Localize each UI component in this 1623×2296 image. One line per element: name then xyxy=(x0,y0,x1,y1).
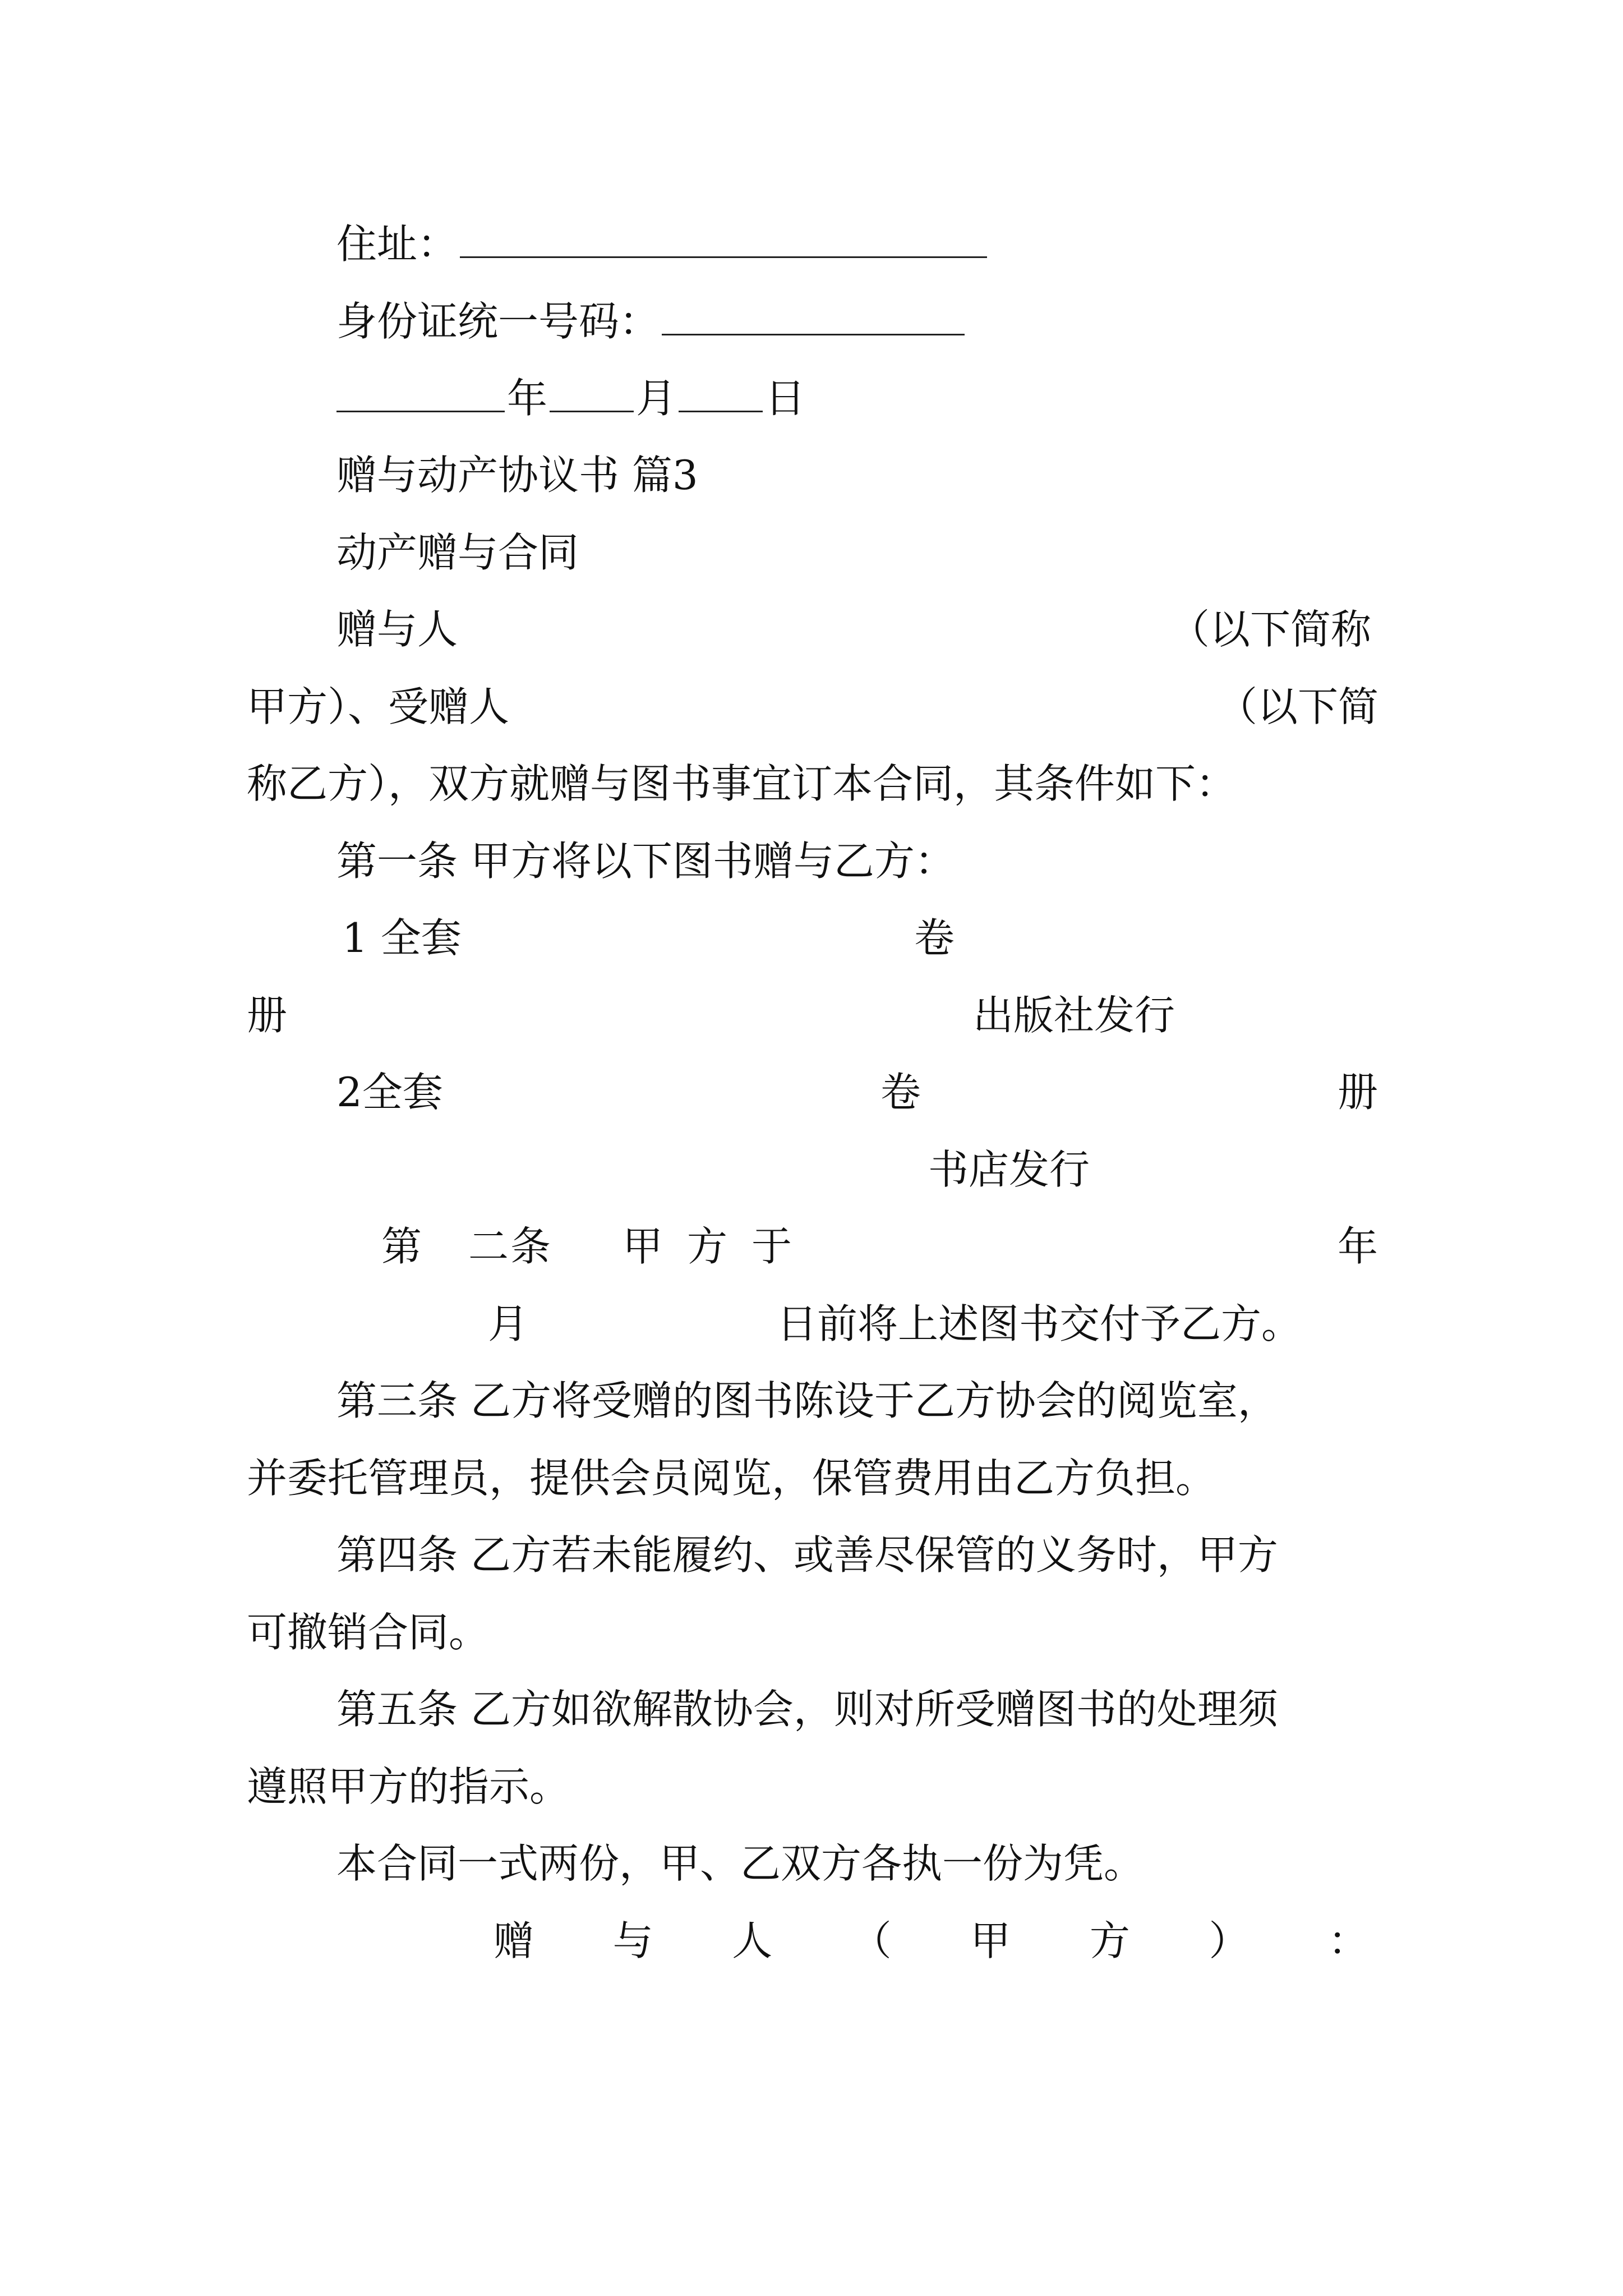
clause2-w0: 第 xyxy=(381,1223,422,1270)
clause4-line2: 可撤销合同。 xyxy=(247,1609,490,1656)
date-line xyxy=(336,370,805,426)
item1-publisher: 出版社发行 xyxy=(973,992,1175,1039)
sig-char-1: 与 xyxy=(612,1917,653,1964)
sig-char-4: 甲 xyxy=(970,1917,1011,1964)
item1-number: 1 全套 xyxy=(342,914,462,961)
sig-char-0: 赠 xyxy=(494,1917,534,1964)
closing-text: 本合同一式两份，甲、乙双方各执一份为凭。 xyxy=(336,1840,1145,1887)
clause2-w3: 甲 xyxy=(623,1223,663,1270)
day-label: 日 xyxy=(765,375,806,422)
month-label: 月 xyxy=(636,375,677,422)
item1-book: 册 xyxy=(247,992,288,1039)
item2-number: 2全套 xyxy=(336,1069,443,1116)
year-label: 年 xyxy=(507,375,548,422)
sig-char-5: 方 xyxy=(1089,1917,1130,1964)
clause2-w4: 方 xyxy=(687,1223,728,1270)
clause2-w2: 条 xyxy=(510,1223,551,1270)
address-blank[interactable] xyxy=(460,216,987,258)
article-title: 赠与动产协议书 篇3 xyxy=(336,452,698,499)
item2-publisher: 书店发行 xyxy=(928,1146,1090,1193)
signature-line xyxy=(494,1913,1368,1969)
clause2-w1: 二 xyxy=(468,1223,509,1270)
address-label: 住址： xyxy=(336,220,458,268)
month-blank[interactable] xyxy=(550,370,634,412)
id-label: 身份证统一号码： xyxy=(336,298,660,345)
hereinafter-b-2: 称乙方），双方就赠与图书事宜订本合同，其条件如下： xyxy=(247,760,1237,807)
donor-label: 赠与人 xyxy=(336,606,458,653)
clause3-line2: 并委托管理员，提供会员阅览，保管费用由乙方负担。 xyxy=(247,1455,1216,1502)
clause2-w5: 于 xyxy=(751,1223,792,1270)
clause4-line1: 第四条 乙方若未能履约、或善尽保管的义务时，甲方 xyxy=(336,1531,1278,1579)
sig-char-7: ： xyxy=(1327,1917,1368,1964)
sig-char-3: （ xyxy=(851,1917,892,1964)
item2-volume: 卷 xyxy=(880,1069,921,1116)
contract-title: 动产赠与合同 xyxy=(336,529,579,576)
sig-char-6: ） xyxy=(1209,1917,1249,1964)
hereinafter-b-1: （以下简 xyxy=(1217,683,1379,730)
clause3-line1: 第三条 乙方将受赠的图书陈设于乙方协会的阅览室， xyxy=(336,1377,1278,1424)
day-blank[interactable] xyxy=(679,370,763,412)
clause1-text: 第一条 甲方将以下图书赠与乙方： xyxy=(336,838,955,885)
year-blank[interactable] xyxy=(336,370,505,412)
clause2-month: 月 xyxy=(488,1300,529,1347)
id-blank[interactable] xyxy=(662,293,965,335)
item2-book: 册 xyxy=(1338,1069,1378,1116)
sig-char-2: 人 xyxy=(732,1917,773,1964)
hereinafter-a-1: （以下简称 xyxy=(1169,606,1372,653)
item1-volume: 卷 xyxy=(914,914,955,961)
clause2-year: 年 xyxy=(1338,1223,1378,1270)
address-line xyxy=(336,216,989,272)
clause5-line1: 第五条 乙方如欲解散协会，则对所受赠图书的处理须 xyxy=(336,1686,1278,1733)
hereinafter-a-2: 甲方）、受赠人 xyxy=(247,683,510,730)
clause2-rest: 日前将上述图书交付予乙方。 xyxy=(777,1300,1302,1347)
id-line xyxy=(336,293,967,349)
clause5-line2: 遵照甲方的指示。 xyxy=(247,1763,570,1810)
